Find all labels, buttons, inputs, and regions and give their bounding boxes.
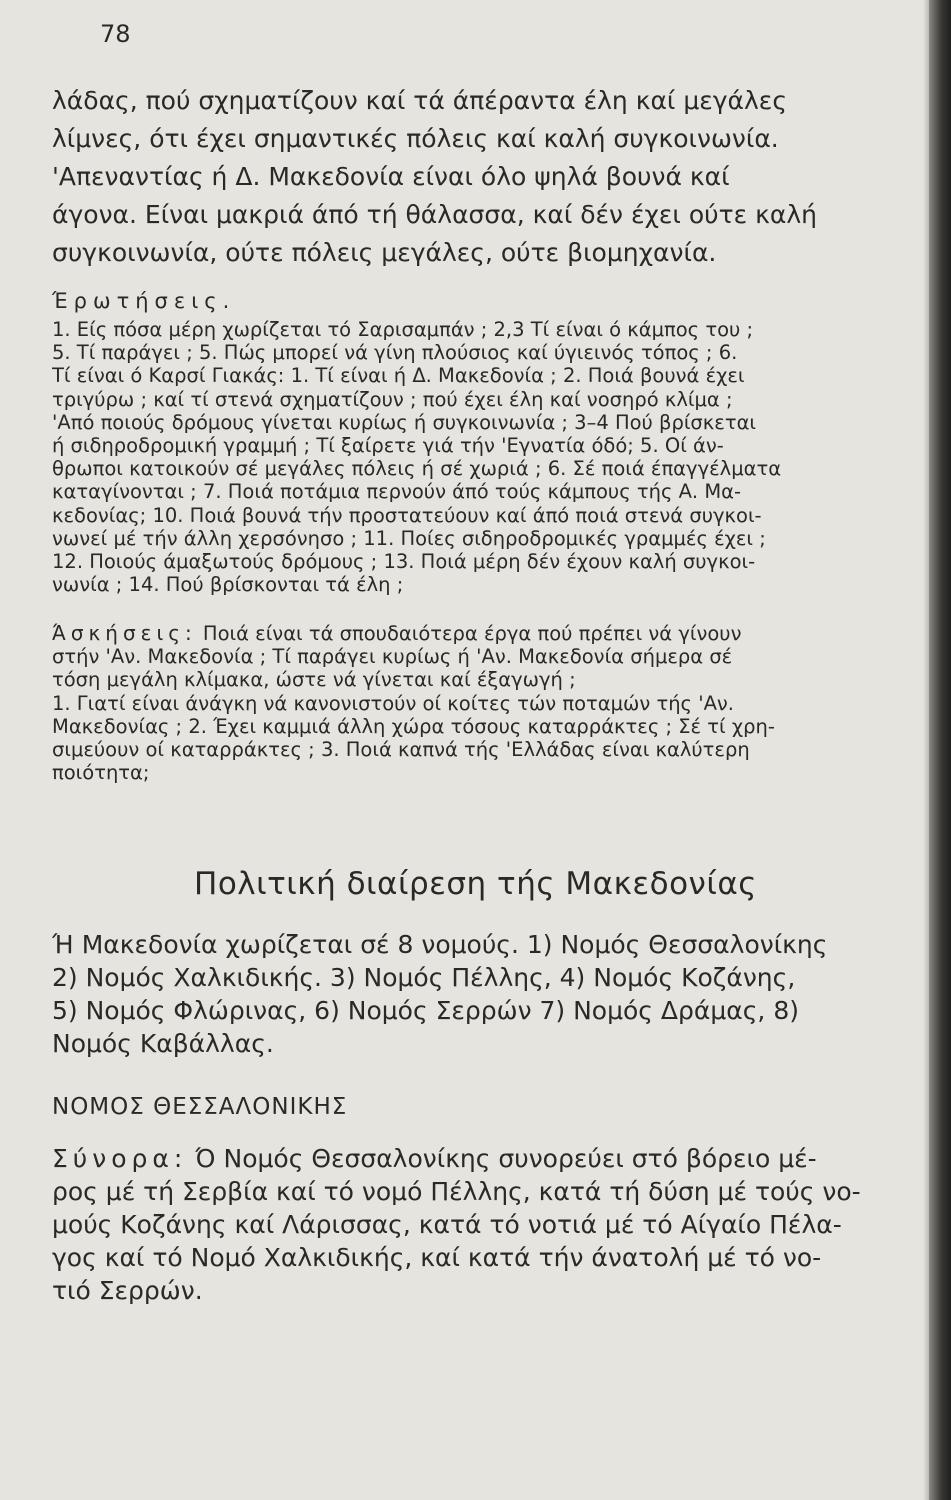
intro-line: λάδας, πού σχηματίζουν καί τά άπέραντα έλη καί μεγάλες xyxy=(52,86,787,115)
question-line: Τί είναι ό Καρσί Γιακάς: 1. Τί είναι ή Δ. Μακεδονία ; 2. Ποιά βουνά έχει xyxy=(52,364,745,388)
question-line: 'Από ποιούς δρόμους γίνεται κυρίως ή συγκοινωνία ; 3–4 Πού βρίσκεται xyxy=(52,410,757,434)
exercise-line: σιμεύουν οί καταρράκτες ; 3. Ποιά καπνά τής 'Ελλάδας είναι καλύτερη xyxy=(52,738,750,762)
intro-line: άγονα. Είναι μακριά άπό τή θάλασσα, καί δέν έχει ούτε καλή xyxy=(52,200,817,229)
exercises-section xyxy=(52,622,908,784)
boundaries-first-line-text: Ό Νομός Θεσσαλονίκης συνορεύει στό βόρειο μέ- xyxy=(195,1144,817,1173)
intro-line: συγκοινωνία, ούτε πόλεις μεγάλες, ούτε βιομηχανία. xyxy=(52,238,717,267)
question-line: 5. Τί παράγει ; 5. Πώς μπορεί νά γίνη πλούσιος καί ύγιεινός τόπος ; 6. xyxy=(52,341,738,365)
question-line: νωνία ; 14. Πού βρίσκονται τά έλη ; xyxy=(52,573,404,597)
question-line: θρωποι κατοικούν σέ μεγάλες πόλεις ή σέ χωριά ; 6. Σέ ποιά έπαγγέλματα xyxy=(52,457,782,481)
intro-paragraph xyxy=(52,82,908,272)
nomos-heading: ΝΟΜΟΣ ΘΕΣΣΑΛΟΝΙΚΗΣ xyxy=(52,1094,348,1120)
exercise-line: τόση μεγάλη κλίμακα, ώστε νά γίνεται καί έξαγωγή ; xyxy=(52,668,576,692)
exercise-line: Μακεδονίας ; 2. Έχει καμμιά άλλη χώρα τόσους καταρράκτες ; Σέ τί χρη- xyxy=(52,714,775,738)
division-line: 2) Νομός Χαλκιδικής. 3) Νομός Πέλλης, 4) Νομός Κοζάνης, xyxy=(52,963,796,992)
boundaries-line: μούς Κοζάνης καί Λάρισσας, κατά τό νοτιά μέ τό Αίγαίο Πέλα- xyxy=(52,1210,842,1239)
section-title: Πολιτική διαίρεση τής Μακεδονίας xyxy=(194,866,757,902)
questions-section xyxy=(52,284,908,596)
question-line: νωνεί μέ τήν άλλη χερσόνησο ; 11. Ποίες σιδηροδρομικές γραμμές έχει ; xyxy=(52,526,766,550)
question-line: ή σιδηροδρομική γραμμή ; Τί ξαίρετε γιά τήν 'Εγνατία όδό; 5. Οί άν- xyxy=(52,434,724,458)
exercises-first-line xyxy=(52,622,908,645)
page-number: 78 xyxy=(100,20,131,48)
page-edge xyxy=(929,0,951,1500)
question-line: κεδονίας; 10. Ποιά βουνά τήν προστατεύουν καί άπό ποιά στενά συγκοι- xyxy=(52,503,762,527)
question-line: 12. Ποιούς άμαξωτούς δρόμους ; 13. Ποιά μέρη δέν έχουν καλή συγκοι- xyxy=(52,550,756,574)
division-line: Ή Μακεδονία χωρίζεται σέ 8 νομούς. 1) Νομός Θεσσαλονίκης xyxy=(52,930,828,959)
boundaries-paragraph xyxy=(52,1142,908,1307)
questions-heading: Έρωτήσεις. xyxy=(52,289,236,313)
exercises-heading: Άσκήσεις: xyxy=(52,622,197,645)
question-line: καταγίνονται ; 7. Ποιά ποτάμια περνούν άπό τούς κάμπους τής Α. Μα- xyxy=(52,480,742,504)
boundaries-line: τιό Σερρών. xyxy=(52,1276,203,1305)
boundaries-first-line xyxy=(52,1142,908,1175)
boundaries-line: γος καί τό Νομό Χαλκιδικής, καί κατά τήν άνατολή μέ τό νο- xyxy=(52,1243,822,1272)
division-paragraph xyxy=(52,928,908,1060)
exercise-line: ποιότητα; xyxy=(52,761,150,785)
intro-line: 'Απεναντίας ή Δ. Μακεδονία είναι όλο ψηλά βουνά καί xyxy=(52,162,730,191)
boundaries-heading: Σύνορα: xyxy=(52,1144,188,1173)
division-line: Νομός Καβάλλας. xyxy=(52,1029,274,1058)
boundaries-line: ρος μέ τή Σερβία καί τό νομό Πέλλης, κατά τή δύση μέ τούς νο- xyxy=(52,1177,861,1206)
exercise-line: 1. Γιατί είναι άνάγκη νά κανονιστούν οί κοίτες τών ποταμών τής 'Αν. xyxy=(52,691,734,715)
division-line: 5) Νομός Φλώρινας, 6) Νομός Σερρών 7) Νομός Δράμας, 8) xyxy=(52,996,799,1025)
exercises-first-line-text: Ποιά είναι τά σπουδαιότερα έργα πού πρέπει νά γίνουν xyxy=(202,622,742,645)
question-line: τριγύρω ; καί τί στενά σχηματίζουν ; πού έχει έλη καί νοσηρό κλίμα ; xyxy=(52,387,733,411)
intro-line: λίμνες, ότι έχει σημαντικές πόλεις καί καλή συγκοινωνία. xyxy=(52,124,779,153)
exercise-line: στήν 'Αν. Μακεδονία ; Τί παράγει κυρίως ή 'Αν. Μακεδονία σήμερα σέ xyxy=(52,645,733,669)
question-line: 1. Είς πόσα μέρη χωρίζεται τό Σαρισαμπάν ; 2,3 Τί είναι ό κάμπος του ; xyxy=(52,318,754,341)
